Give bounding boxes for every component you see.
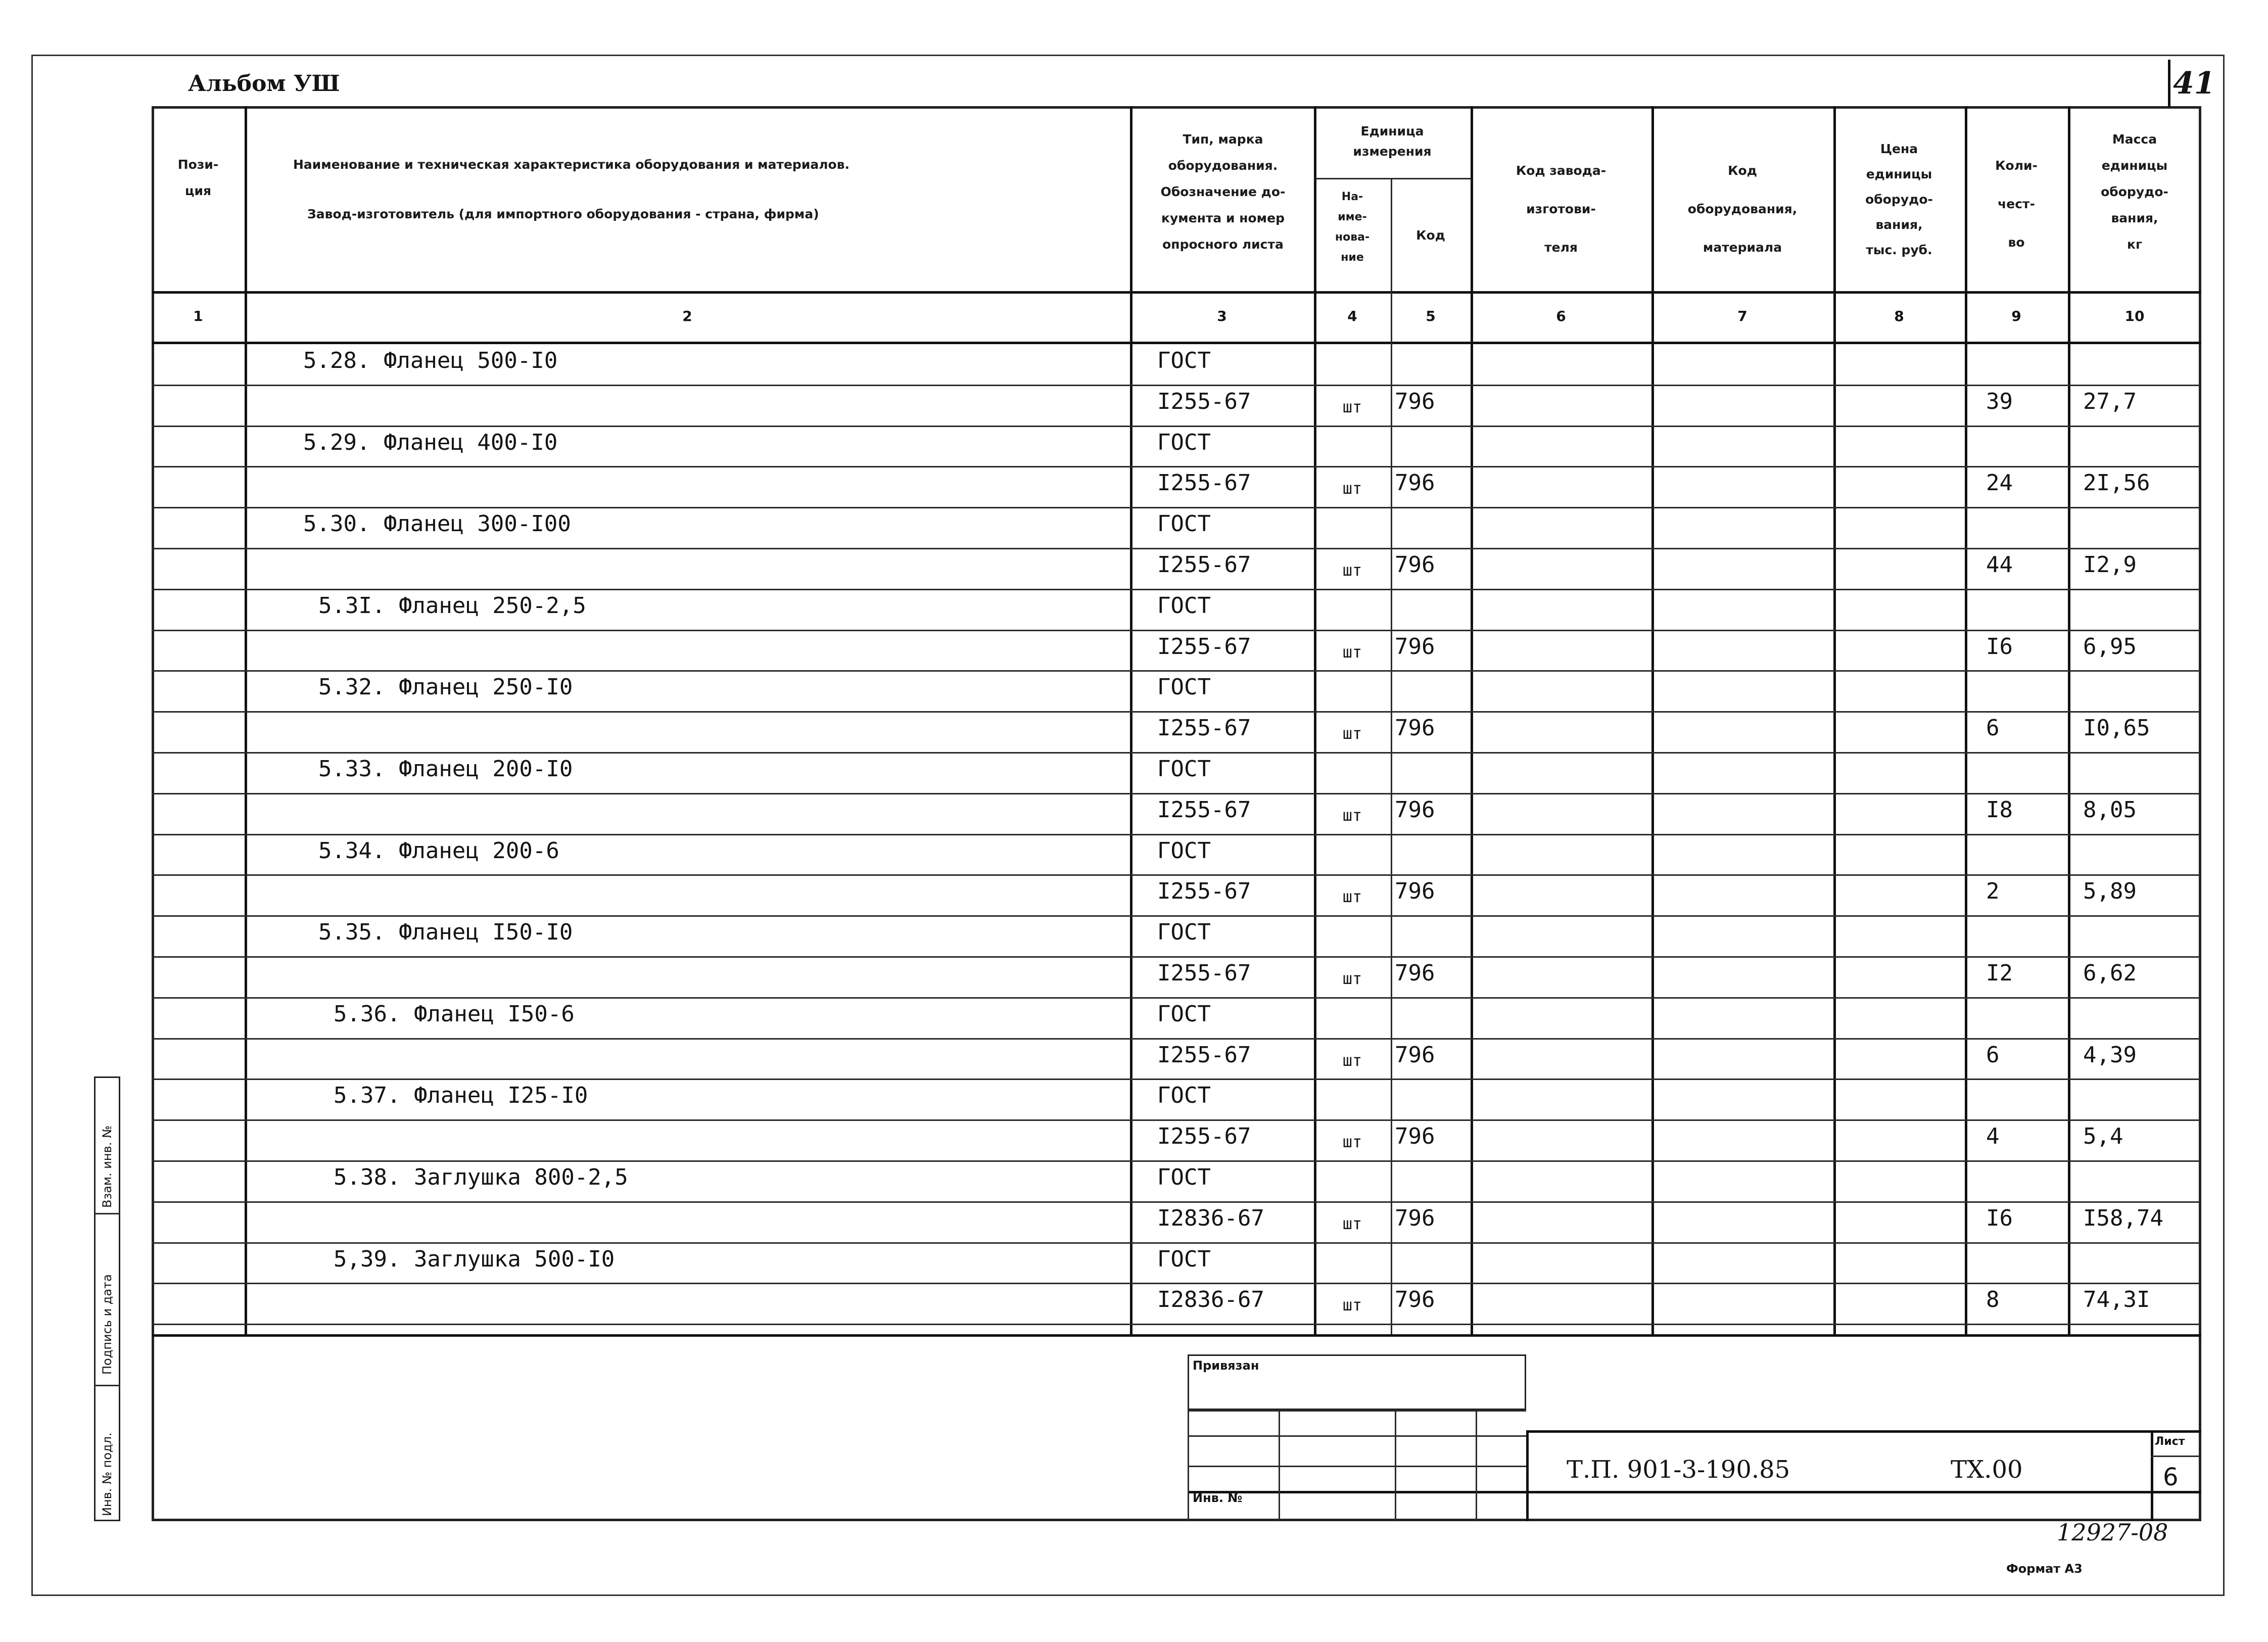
- item-qty: 44: [1986, 552, 2013, 578]
- header-quantity: Коли- чест- во: [1995, 158, 2038, 250]
- item-name: 5.35. Фланец I50-I0: [318, 919, 573, 946]
- item-doc1: ГОСТ: [1157, 1001, 1211, 1027]
- item-unit: шт: [1342, 642, 1362, 662]
- stamp-section: ТХ.00: [1951, 1456, 2023, 1484]
- col-line-8: [1965, 106, 1967, 1334]
- row-divider: [152, 385, 2201, 386]
- header-name-line1: Наименование и техническая характеристика оборудования и материалов.: [293, 157, 850, 172]
- item-doc1: ГОСТ: [1157, 592, 1211, 619]
- colnum-1: 1: [193, 308, 203, 324]
- row-divider: [152, 874, 2201, 876]
- item-mass: 27,7: [2083, 388, 2137, 414]
- stamp-line-top: [1526, 1430, 2201, 1433]
- row-divider: [152, 1283, 2201, 1284]
- item-unit: шт: [1342, 1295, 1362, 1315]
- item-qty: 8: [1986, 1287, 2000, 1313]
- stamp-sheet-divider: [2151, 1456, 2201, 1457]
- col-line-6: [1651, 106, 1654, 1334]
- item-name: 5.3I. Фланец 250-2,5: [318, 592, 586, 619]
- row-divider: [152, 466, 2201, 467]
- item-code: 796: [1395, 878, 1435, 905]
- item-unit: шт: [1342, 805, 1362, 825]
- row-line: [152, 507, 2201, 508]
- stamp-privyazan: Привязан: [1193, 1358, 1259, 1373]
- header-equipment-code: Код оборудования, материала: [1687, 163, 1798, 255]
- album-title: Альбом УШ: [188, 71, 340, 97]
- item-name: 5.34. Фланец 200-6: [318, 837, 559, 864]
- item-doc2: I255-67: [1157, 388, 1251, 414]
- col-line-1: [245, 106, 247, 1334]
- item-mass: I58,74: [2083, 1205, 2163, 1231]
- item-doc1: ГОСТ: [1157, 1083, 1211, 1109]
- item-name: 5,39. Заглушка 500-I0: [334, 1246, 615, 1272]
- col-line-9: [2068, 106, 2070, 1334]
- item-qty: 6: [1986, 715, 2000, 741]
- item-mass: 5,89: [2083, 878, 2137, 905]
- header-unit-code: Код: [1416, 228, 1445, 243]
- item-qty: I8: [1986, 796, 2013, 823]
- item-mass: I0,65: [2083, 715, 2150, 741]
- unit-group-divider: [1314, 178, 1471, 179]
- item-doc2: I255-67: [1157, 1042, 1251, 1068]
- item-doc1: ГОСТ: [1157, 1246, 1211, 1272]
- item-doc1: ГОСТ: [1157, 674, 1211, 700]
- item-doc2: I255-67: [1157, 878, 1251, 905]
- col-line-5: [1471, 106, 1473, 1334]
- item-code: 796: [1395, 388, 1435, 414]
- row-divider: [152, 1038, 2201, 1040]
- item-qty: 39: [1986, 388, 2013, 414]
- item-name: 5.33. Фланец 200-I0: [318, 756, 573, 782]
- left-margin-div2: [94, 1385, 120, 1386]
- item-qty: I6: [1986, 1205, 2013, 1231]
- stamp-archive-no: 12927-08: [2057, 1519, 2168, 1546]
- row-line: [152, 589, 2201, 590]
- page-number-divider: [2168, 60, 2170, 107]
- item-unit: шт: [1342, 887, 1362, 907]
- item-unit: шт: [1342, 1050, 1362, 1070]
- stamp-vline-4: [1476, 1410, 1477, 1521]
- item-unit: шт: [1342, 479, 1362, 498]
- item-doc2: I255-67: [1157, 715, 1251, 741]
- stamp-vline-1: [1188, 1410, 1189, 1521]
- stamp-format: Формат А3: [2006, 1562, 2083, 1576]
- header-unit-group: Единица измерения: [1353, 124, 1432, 159]
- colnum-8: 8: [1894, 308, 1904, 324]
- header-type: Тип, марка оборудования. Обозначение до- кумента и номер опросного листа: [1160, 132, 1286, 252]
- left-margin-inv: Инв. № подл.: [100, 1432, 114, 1516]
- row-line: [152, 834, 2201, 835]
- item-name: 5.32. Фланец 250-I0: [318, 674, 573, 700]
- item-code: 796: [1395, 715, 1435, 741]
- item-doc2: I255-67: [1157, 960, 1251, 986]
- item-doc2: I255-67: [1157, 1123, 1251, 1150]
- stamp-doc-code: Т.П. 901-3-190.85: [1567, 1456, 1790, 1484]
- item-name: 5.29. Фланец 400-I0: [303, 429, 558, 455]
- item-name: 5.28. Фланец 500-I0: [303, 348, 558, 373]
- item-mass: 2I,56: [2083, 470, 2150, 496]
- col-line-2: [1130, 106, 1132, 1334]
- item-unit: шт: [1342, 969, 1362, 988]
- item-mass: 5,4: [2083, 1123, 2123, 1150]
- item-doc2: I255-67: [1157, 796, 1251, 823]
- page-number: 41: [2173, 66, 2215, 101]
- item-doc1: ГОСТ: [1157, 429, 1211, 455]
- item-code: 796: [1395, 633, 1435, 660]
- colnum-6: 6: [1556, 308, 1566, 324]
- item-unit: шт: [1342, 1132, 1362, 1152]
- item-mass: 74,3I: [2083, 1287, 2150, 1313]
- item-doc1: ГОСТ: [1157, 348, 1211, 373]
- item-qty: 2: [1986, 878, 2000, 905]
- left-margin-div1: [94, 1213, 120, 1214]
- item-name: 5.30. Фланец 300-I00: [303, 511, 571, 537]
- stamp-sheet-number: 6: [2163, 1463, 2179, 1491]
- item-doc2: I2836-67: [1157, 1287, 1264, 1313]
- stamp-vline-5: [1526, 1430, 1529, 1521]
- header-bottom-line: [152, 291, 2201, 294]
- row-divider: [152, 1201, 2201, 1203]
- item-unit: шт: [1342, 724, 1362, 743]
- item-code: 796: [1395, 1123, 1435, 1150]
- row-line: [152, 997, 2201, 999]
- colnum-4: 4: [1347, 308, 1357, 324]
- item-name: 5.38. Заглушка 800-2,5: [334, 1164, 628, 1190]
- table-bottom-line: [152, 1334, 2201, 1337]
- item-mass: 6,95: [2083, 633, 2137, 660]
- colnum-bottom-line: [152, 342, 2201, 344]
- colnum-5: 5: [1426, 308, 1436, 324]
- row-line: [152, 752, 2201, 754]
- colnum-3: 3: [1217, 308, 1227, 324]
- stamp-line-4: [1188, 1491, 2201, 1493]
- stamp-inv-no: Инв. №: [1193, 1491, 1243, 1505]
- header-unit-name: На- име- нова- ние: [1335, 191, 1370, 264]
- row-line: [152, 1160, 2201, 1162]
- item-code: 796: [1395, 470, 1435, 496]
- item-mass: I2,9: [2083, 552, 2137, 578]
- item-qty: 24: [1986, 470, 2013, 496]
- stamp-vline-sheet: [2151, 1430, 2153, 1521]
- row-line: [152, 1242, 2201, 1244]
- row-line: [152, 1078, 2201, 1080]
- row-line: [152, 670, 2201, 672]
- row-divider: [152, 630, 2201, 631]
- left-margin-vzam: Взам. инв. №: [100, 1125, 114, 1208]
- item-doc1: ГОСТ: [1157, 837, 1211, 864]
- header-position: Пози- ция: [177, 157, 219, 198]
- header-name-line2: Завод-изготовитель (для импортного оборудования - страна, фирма): [307, 207, 819, 221]
- item-code: 796: [1395, 1287, 1435, 1313]
- stamp-vline-2: [1279, 1410, 1280, 1521]
- item-doc1: ГОСТ: [1157, 756, 1211, 782]
- item-doc1: ГОСТ: [1157, 1164, 1211, 1190]
- colnum-7: 7: [1737, 308, 1747, 324]
- item-unit: шт: [1342, 1213, 1362, 1233]
- row-divider: [152, 711, 2201, 713]
- row-divider: [152, 793, 2201, 794]
- row-line: [152, 1324, 2201, 1325]
- item-code: 796: [1395, 960, 1435, 986]
- item-qty: I2: [1986, 960, 2013, 986]
- item-name: 5.36. Фланец I50-6: [334, 1001, 575, 1027]
- row-divider: [152, 1119, 2201, 1121]
- item-doc1: ГОСТ: [1157, 919, 1211, 946]
- stamp-sheet-label: Лист: [2155, 1435, 2185, 1448]
- item-doc2: I255-67: [1157, 633, 1251, 660]
- item-mass: 6,62: [2083, 960, 2137, 986]
- colnum-9: 9: [2011, 308, 2021, 324]
- item-code: 796: [1395, 552, 1435, 578]
- colnum-10: 10: [2124, 308, 2145, 324]
- item-qty: 6: [1986, 1042, 2000, 1068]
- item-code: 796: [1395, 1205, 1435, 1231]
- row-divider: [152, 548, 2201, 549]
- row-line: [152, 915, 2201, 917]
- item-doc1: ГОСТ: [1157, 511, 1211, 537]
- colnum-2: 2: [682, 308, 692, 324]
- stamp-vline-3: [1395, 1410, 1396, 1521]
- item-unit: шт: [1342, 397, 1362, 416]
- header-price: Цена единицы оборудо- вания, тыс. руб.: [1865, 142, 1933, 257]
- item-code: 796: [1395, 796, 1435, 823]
- header-mass: Масса единицы оборудо- вания, кг: [2101, 132, 2168, 252]
- header-factory-code: Код завода- изготови- теля: [1516, 163, 1606, 255]
- left-margin-podpis: Подпись и дата: [100, 1274, 114, 1375]
- item-doc2: I255-67: [1157, 470, 1251, 496]
- item-name: 5.37. Фланец I25-I0: [334, 1083, 588, 1109]
- row-divider: [152, 956, 2201, 958]
- item-qty: I6: [1986, 633, 2013, 660]
- item-qty: 4: [1986, 1123, 2000, 1150]
- item-doc2: I2836-67: [1157, 1205, 1264, 1231]
- col-line-7: [1833, 106, 1836, 1334]
- item-mass: 4,39: [2083, 1042, 2137, 1068]
- item-doc2: I255-67: [1157, 552, 1251, 578]
- row-line: [152, 426, 2201, 427]
- item-code: 796: [1395, 1042, 1435, 1068]
- item-unit: шт: [1342, 560, 1362, 580]
- item-mass: 8,05: [2083, 796, 2137, 823]
